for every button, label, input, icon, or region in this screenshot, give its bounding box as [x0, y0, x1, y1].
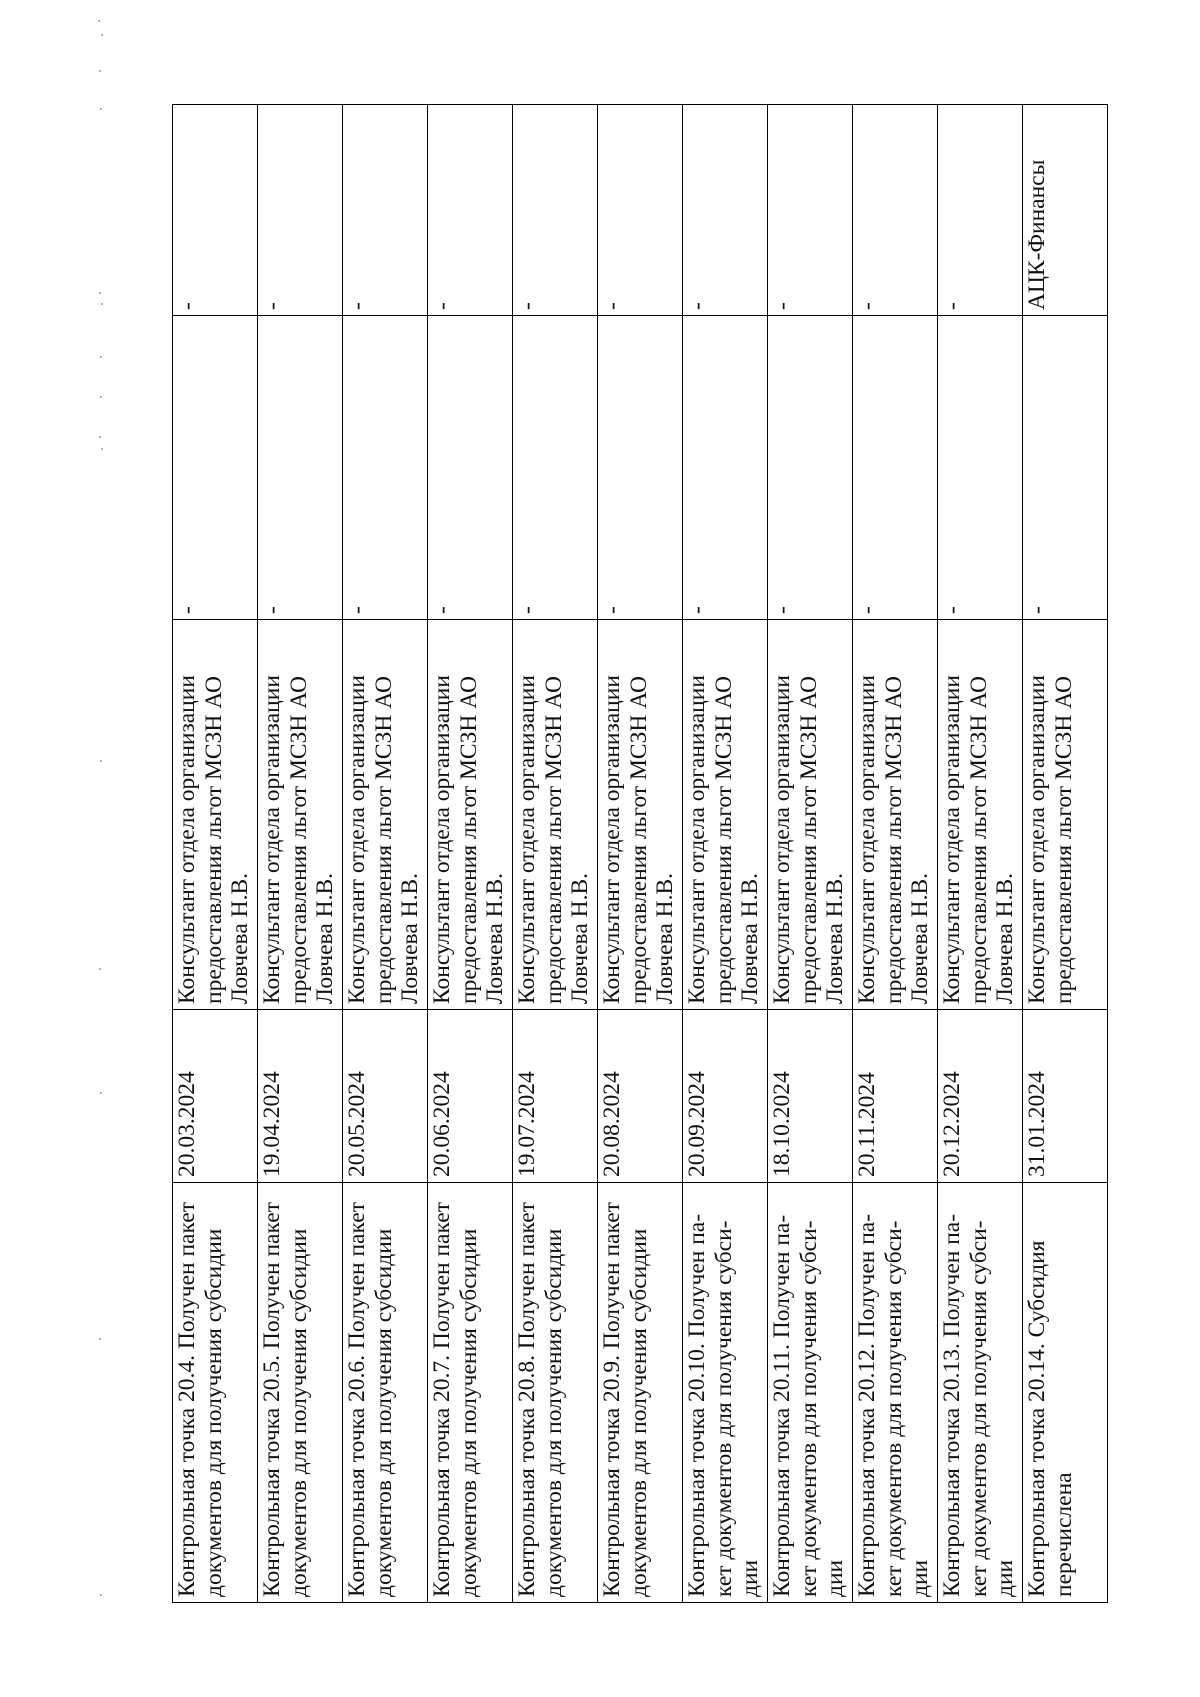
- scan-speck: [100, 1092, 102, 1094]
- scan-speck: [100, 108, 102, 110]
- scan-speck: [101, 303, 103, 305]
- document-cell: -: [853, 316, 938, 620]
- document-cell: -: [1023, 316, 1108, 620]
- scan-speck: [99, 1338, 101, 1340]
- table-row: [683, 105, 768, 1603]
- system-cell: -: [513, 105, 598, 316]
- responsible-cell: Консультант отдела организации предоставления льгот МСЗН АО Ловчева Н.В.: [343, 620, 428, 1010]
- system-cell: -: [598, 105, 683, 316]
- table-row: [853, 105, 938, 1603]
- table-row: [513, 105, 598, 1603]
- table-row: [938, 105, 1023, 1603]
- scan-speck: [101, 34, 103, 36]
- system-cell: -: [768, 105, 853, 316]
- scan-speck: [98, 20, 100, 22]
- scan-speck: [100, 1594, 102, 1596]
- rotated-page: [172, 105, 1107, 1603]
- document-cell: -: [683, 316, 768, 620]
- event-cell: Контрольная точка 20.5. Получен пакет документов для получения субсидии: [258, 1183, 343, 1603]
- responsible-cell: Консультант отдела организации предоставления льгот МСЗН АО Ловчева Н.В.: [768, 620, 853, 1010]
- scan-speck: [99, 292, 101, 294]
- system-cell: -: [258, 105, 343, 316]
- responsible-cell: Консультант отдела организации предоставления льгот МСЗН АО Ловчева Н.В.: [683, 620, 768, 1010]
- document-cell: -: [173, 316, 258, 620]
- responsible-cell: Консультант отдела организации предоставления льгот МСЗН АО Ловчева Н.В.: [258, 620, 343, 1010]
- document-cell: -: [598, 316, 683, 620]
- date-cell: 18.10.2024: [768, 1010, 853, 1183]
- event-cell: Контрольная точка 20.11. Получен па-кет документов для получения субси-дии: [768, 1183, 853, 1603]
- responsible-cell: Консультант отдела организации предоставления льгот МСЗН АО Ловчева Н.В.: [938, 620, 1023, 1010]
- event-cell: Контрольная точка 20.10. Получен па-кет документов для получения субси-дии: [683, 1183, 768, 1603]
- event-cell: Контрольная точка 20.4. Получен пакет документов для получения субсидии: [173, 1183, 258, 1603]
- date-cell: 20.12.2024: [938, 1010, 1023, 1183]
- event-cell: Контрольная точка 20.12. Получен па-кет документов для получения субси-дии: [853, 1183, 938, 1603]
- scan-speck: [99, 436, 101, 438]
- responsible-cell: Консультант отдела организации предоставления льгот МСЗН АО Ловчева Н.В.: [428, 620, 513, 1010]
- date-cell: 19.07.2024: [513, 1010, 598, 1183]
- document-cell: -: [343, 316, 428, 620]
- responsible-cell: Консультант отдела организации предоставления льгот МСЗН АО: [1023, 620, 1108, 1010]
- responsible-cell: Консультант отдела организации предоставления льгот МСЗН АО Ловчева Н.В.: [513, 620, 598, 1010]
- scan-speck: [100, 356, 102, 358]
- table-row: [428, 105, 513, 1603]
- table-row: [343, 105, 428, 1603]
- system-cell: -: [683, 105, 768, 316]
- date-cell: 20.05.2024: [343, 1010, 428, 1183]
- document-cell: -: [768, 316, 853, 620]
- scan-speck: [99, 70, 101, 72]
- system-cell: -: [173, 105, 258, 316]
- date-cell: 20.06.2024: [428, 1010, 513, 1183]
- scan-speck: [101, 448, 103, 450]
- document-cell: -: [938, 316, 1023, 620]
- event-cell: Контрольная точка 20.9. Получен пакет документов для получения субсидии: [598, 1183, 683, 1603]
- date-cell: 20.09.2024: [683, 1010, 768, 1183]
- event-cell: Контрольная точка 20.7. Получен пакет документов для получения субсидии: [428, 1183, 513, 1603]
- event-cell: Контрольная точка 20.8. Получен пакет документов для получения субсидии: [513, 1183, 598, 1603]
- scan-speck: [99, 968, 101, 970]
- date-cell: 20.03.2024: [173, 1010, 258, 1183]
- event-cell: Контрольная точка 20.6. Получен пакет документов для получения субсидии: [343, 1183, 428, 1603]
- system-cell: -: [938, 105, 1023, 316]
- table-row: [1023, 105, 1108, 1603]
- control-points-table: [172, 104, 1108, 1603]
- table-row: [768, 105, 853, 1603]
- event-cell: Контрольная точка 20.14. Субсидия перечислена: [1023, 1183, 1108, 1603]
- responsible-cell: Консультант отдела организации предоставления льгот МСЗН АО Ловчева Н.В.: [853, 620, 938, 1010]
- system-cell: АЦК-Финансы: [1023, 105, 1108, 316]
- event-cell: Контрольная точка 20.13. Получен па-кет документов для получения субси-дии: [938, 1183, 1023, 1603]
- system-cell: -: [853, 105, 938, 316]
- date-cell: 31.01.2024: [1023, 1010, 1108, 1183]
- scan-speck: [100, 396, 102, 398]
- responsible-cell: Консультант отдела организации предоставления льгот МСЗН АО Ловчева Н.В.: [173, 620, 258, 1010]
- document-cell: -: [513, 316, 598, 620]
- table-row: [598, 105, 683, 1603]
- system-cell: -: [343, 105, 428, 316]
- document-cell: -: [258, 316, 343, 620]
- date-cell: 20.08.2024: [598, 1010, 683, 1183]
- system-cell: -: [428, 105, 513, 316]
- table-row: [258, 105, 343, 1603]
- document-cell: -: [428, 316, 513, 620]
- table-row: [173, 105, 258, 1603]
- date-cell: 19.04.2024: [258, 1010, 343, 1183]
- date-cell: 20.11.2024: [853, 1010, 938, 1183]
- responsible-cell: Консультант отдела организации предоставления льгот МСЗН АО Ловчева Н.В.: [598, 620, 683, 1010]
- scan-speck: [100, 760, 102, 762]
